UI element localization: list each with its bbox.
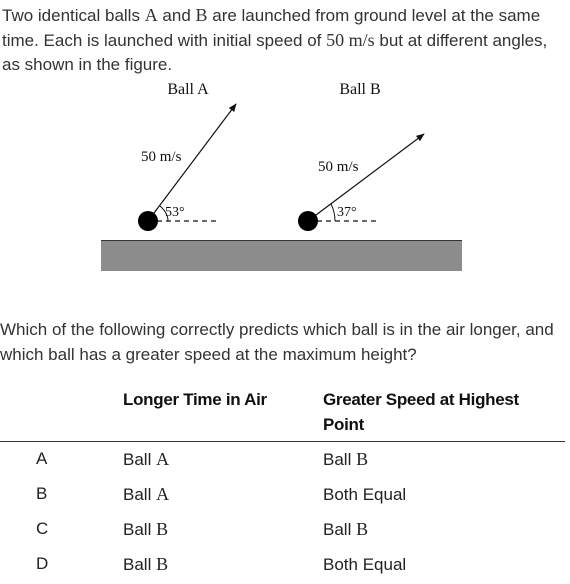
time-answer-ball: B <box>156 554 169 574</box>
ball-b-angle-arc <box>331 204 335 221</box>
option-letter: C <box>36 519 49 538</box>
time-answer <box>123 449 169 470</box>
ball-b-speed-label: 50 m/s <box>318 159 359 175</box>
speed-answer <box>323 484 406 505</box>
speed-answer-prefix: Ball <box>323 520 357 539</box>
ground-block <box>101 240 462 271</box>
ball-b-velocity-arrow <box>308 134 424 221</box>
ball-a <box>138 211 158 231</box>
intro-text-3: are launched from ground level at the same time. Each is launched with initial speed of <box>2 6 541 50</box>
time-answer-prefix: Ball <box>123 485 157 504</box>
time-answer-ball: A <box>156 449 170 469</box>
time-answer <box>123 484 169 505</box>
speed-answer-prefix: Both Equal <box>323 485 407 504</box>
option-letter: D <box>36 554 49 573</box>
speed-answer-ball: B <box>356 519 369 539</box>
table-row[interactable] <box>0 477 565 512</box>
time-answer-ball: A <box>156 484 170 504</box>
projectile-figure <box>0 72 570 277</box>
problem-intro <box>2 3 568 77</box>
intro-text-2: and <box>157 6 196 25</box>
ball-b-angle-label: 37° <box>337 205 357 220</box>
header-greater-speed: Greater Speed at Highest Point <box>323 390 519 434</box>
table-row[interactable] <box>0 442 565 477</box>
table-row[interactable] <box>0 512 565 547</box>
ball-a-speed-label: 50 m/s <box>141 149 182 165</box>
time-answer-prefix: Ball <box>123 520 157 539</box>
time-answer-prefix: Ball <box>123 555 157 574</box>
speed-answer <box>323 554 406 575</box>
intro-ball-a: A <box>144 5 158 25</box>
intro-text-4: but at different angles, as shown in the figure. <box>2 31 548 74</box>
speed-answer <box>323 449 368 470</box>
answer-table <box>0 386 565 582</box>
time-answer <box>123 519 168 540</box>
time-answer <box>123 554 168 575</box>
speed-answer-prefix: Ball <box>323 450 357 469</box>
ball-b <box>298 211 318 231</box>
ball-b-label: Ball B <box>339 81 381 98</box>
speed-answer-ball: B <box>356 449 369 469</box>
question-text: Which of the following correctly predicts which ball is in the air longer, and which ball has a greater speed at the maximum height? <box>0 320 554 364</box>
option-letter: A <box>36 449 48 468</box>
time-answer-prefix: Ball <box>123 450 157 469</box>
intro-ball-b: B <box>195 5 208 25</box>
option-letter: B <box>36 484 48 503</box>
intro-text-1: Two identical balls <box>2 6 145 25</box>
speed-answer-prefix: Both Equal <box>323 555 407 574</box>
speed-answer <box>323 519 368 540</box>
ball-a-label: Ball A <box>167 81 209 98</box>
table-row[interactable] <box>0 547 565 582</box>
intro-speed: 50 m/s <box>326 30 375 50</box>
header-longer-time: Longer Time in Air <box>123 390 267 409</box>
table-header <box>0 386 565 442</box>
ball-a-angle-label: 53° <box>165 205 185 220</box>
time-answer-ball: B <box>156 519 169 539</box>
